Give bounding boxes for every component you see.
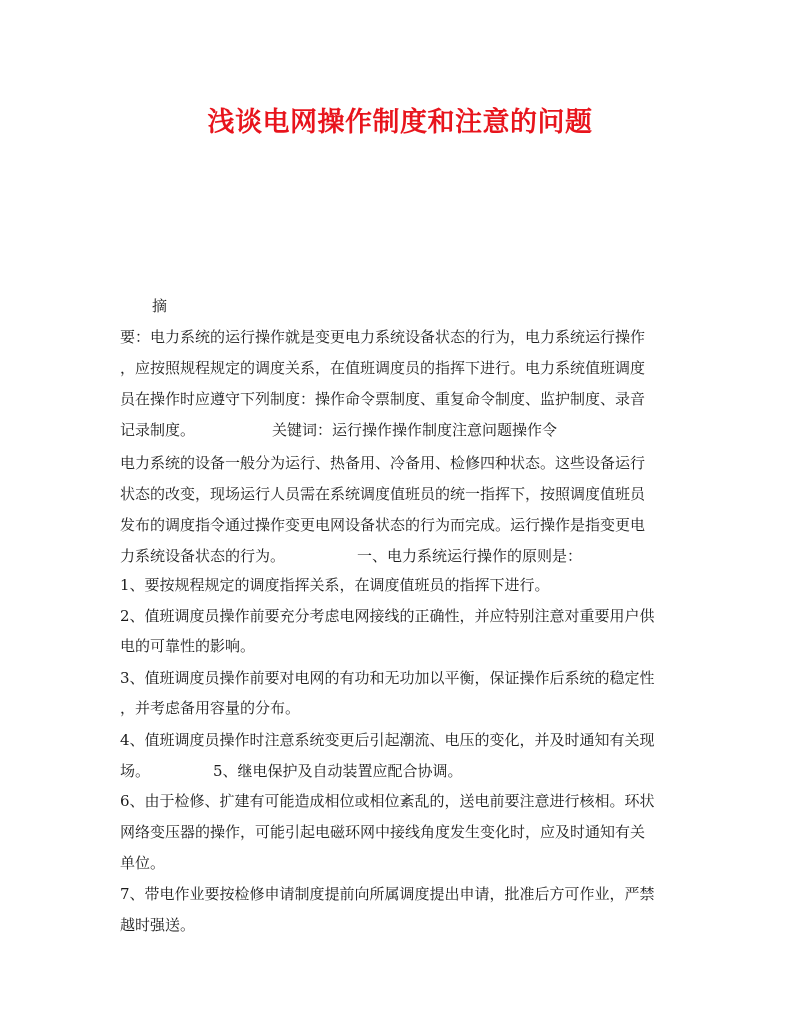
list-item-4-line-2: [120, 761, 690, 781]
abstract-line-3: 员在操作时应遵守下列制度：操作命令票制度、重复命令制度、监护制度、录音: [120, 390, 646, 408]
list-item-7-line-1: 7、带电作业要按检修申请制度提前向所属调度提出申请，批准后方可作业，严禁: [120, 885, 655, 903]
abstract-heading: 摘: [152, 297, 168, 315]
list-item-5: 5、继电保护及自动装置应配合协调。: [213, 762, 463, 780]
abstract-line-4: [120, 420, 690, 440]
list-item-4-line-1: 4、值班调度员操作时注意系统变更后引起潮流、电压的变化，并及时通知有关现: [120, 731, 655, 749]
list-item-3-line-2: ，并考虑备用容量的分布。: [120, 699, 301, 717]
abstract-line-2: ，应按照规程规定的调度关系，在值班调度员的指挥下进行。电力系统值班调度: [120, 359, 646, 377]
principles-heading: 一、电力系统运行操作的原则是：: [357, 547, 583, 565]
list-item-7-line-2: 越时强送。: [120, 916, 196, 934]
body-line-4: [120, 546, 690, 566]
body-line-2: 状态的改变，现场运行人员需在系统调度值班员的统一指挥下，按照调度值班员: [120, 485, 646, 503]
abstract-line-4-text: 记录制度。: [120, 421, 196, 439]
abstract-line-1: 要：电力系统的运行操作就是变更电力系统设备状态的行为，电力系统运行操作: [120, 328, 646, 346]
list-item-6-line-2: 网络变压器的操作，可能引起电磁环网中接线角度发生变化时，应及时通知有关: [120, 823, 646, 841]
body-line-3: 发布的调度指令通过操作变更电网设备状态的行为而完成。运行操作是指变更电: [120, 516, 646, 534]
list-item-2-line-1: 2、值班调度员操作前要充分考虑电网接线的正确性，并应特别注意对重要用户供: [120, 607, 655, 625]
document-title: 浅谈电网操作制度和注意的问题: [207, 107, 593, 138]
list-item-6-line-1: 6、由于检修、扩建有可能造成相位或相位紊乱的，送电前要注意进行核相。环状: [120, 792, 655, 810]
body-line-1: 电力系统的设备一般分为运行、热备用、冷备用、检修四种状态。这些设备运行: [120, 454, 646, 472]
list-item-6-line-3: 单位。: [120, 854, 166, 872]
list-item-4-line-2-text: 场。: [120, 762, 151, 780]
list-item-3-line-1: 3、值班调度员操作前要对电网的有功和无功加以平衡，保证操作后系统的稳定性: [120, 669, 655, 687]
body-line-4-text: 力系统设备状态的行为。: [120, 547, 286, 565]
keywords: 关键词：运行操作操作制度注意问题操作令: [272, 421, 558, 439]
list-item-1: 1、要按规程规定的调度指挥关系，在调度值班员的指挥下进行。: [120, 576, 550, 594]
list-item-2-line-2: 电的可靠性的影响。: [120, 637, 256, 655]
